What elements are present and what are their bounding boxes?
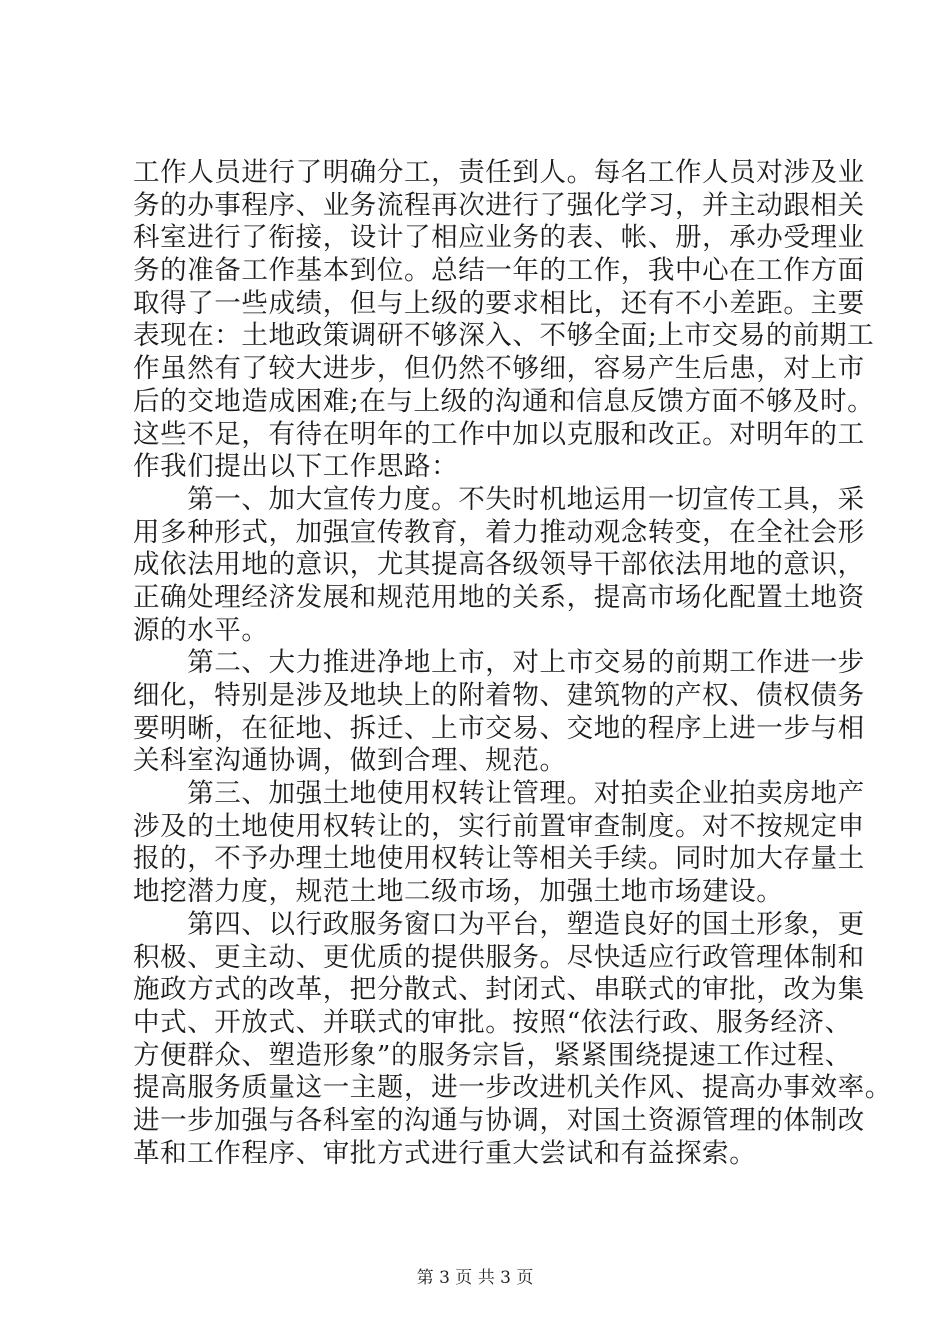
text-line: 中式、开放式、并联式的审批。按照“依法行政、服务经济、 xyxy=(133,1006,852,1038)
text-line: 革和工作程序、审批方式进行重大尝试和有益探索。 xyxy=(133,1137,757,1169)
text-line: 用多种形式，加强宣传教育，着力推动观念转变，在全社会形 xyxy=(133,516,865,548)
text-line: 涉及的土地使用权转让的，实行前置审查制度。对不按规定申 xyxy=(133,810,865,842)
text-line: 细化，特别是涉及地块上的附着物、建筑物的产权、债权债务 xyxy=(133,680,865,711)
text-line: 关科室沟通协调，做到合理、规范。 xyxy=(133,745,567,777)
text-line: 科室进行了衔接，设计了相应业务的表、帐、册，承办受理业 xyxy=(133,222,865,254)
text-line: 方便群众、塑造形象”的服务宗旨，紧紧围绕提速工作过程、 xyxy=(133,1039,852,1071)
text-line: 取得了一些成绩，但与上级的要求相比，还有不小差距。主要 xyxy=(133,287,865,319)
text-line: 成依法用地的意识，尤其提高各级领导干部依法用地的意识， xyxy=(133,549,865,581)
text-line: 第四、以行政服务窗口为平台，塑造良好的国土形象，更 xyxy=(133,908,865,940)
text-line: 正确处理经济发展和规范用地的关系，提高市场化配置土地资 xyxy=(133,581,865,613)
text-line: 作我们提出以下工作思路： xyxy=(133,451,459,483)
text-line: 后的交地造成困难;在与上级的沟通和信息反馈方面不够及时。 xyxy=(133,385,875,417)
text-line: 进一步加强与各科室的沟通与协调，对国土资源管理的体制改 xyxy=(133,1104,865,1136)
text-line: 第一、加大宣传力度。不失时机地运用一切宣传工具，采 xyxy=(133,483,865,515)
text-line: 要明晰，在征地、拆迁、上市交易、交地的程序上进一步与相 xyxy=(133,712,865,744)
text-line: 作虽然有了较大进步，但仍然不够细，容易产生后患，对上市 xyxy=(133,353,865,385)
text-line: 务的办事程序、业务流程再次进行了强化学习，并主动跟相关 xyxy=(133,189,865,221)
body-text xyxy=(133,157,892,1170)
text-line: 务的准备工作基本到位。总结一年的工作，我中心在工作方面 xyxy=(133,255,865,287)
text-line: 第三、加强土地使用权转让管理。对拍卖企业拍卖房地产 xyxy=(133,778,865,810)
text-line: 积极、更主动、更优质的提供服务。尽快适应行政管理体制和 xyxy=(133,941,865,973)
text-line: 报的，不予办理土地使用权转让等相关手续。同时加大存量土 xyxy=(133,843,865,875)
text-line: 地挖潜力度，规范土地二级市场，加强土地市场建设。 xyxy=(133,876,784,908)
text-line: 第二、大力推进净地上市，对上市交易的前期工作进一步 xyxy=(133,647,865,679)
text-line: 施政方式的改革，把分散式、封闭式、串联式的审批，改为集 xyxy=(133,974,865,1006)
page-footer: 第 3 页 共 3 页 xyxy=(416,1268,534,1288)
text-line: 工作人员进行了明确分工，责任到人。每名工作人员对涉及业 xyxy=(133,157,865,188)
text-line: 提高服务质量这一主题，进一步改进机关作风、提高办事效率。 xyxy=(133,1072,892,1104)
text-line: 表现在：土地政策调研不够深入、不够全面;上市交易的前期工 xyxy=(133,320,875,352)
text-line: 源的水平。 xyxy=(133,614,269,646)
text-line: 这些不足，有待在明年的工作中加以克服和改正。对明年的工 xyxy=(133,418,865,450)
